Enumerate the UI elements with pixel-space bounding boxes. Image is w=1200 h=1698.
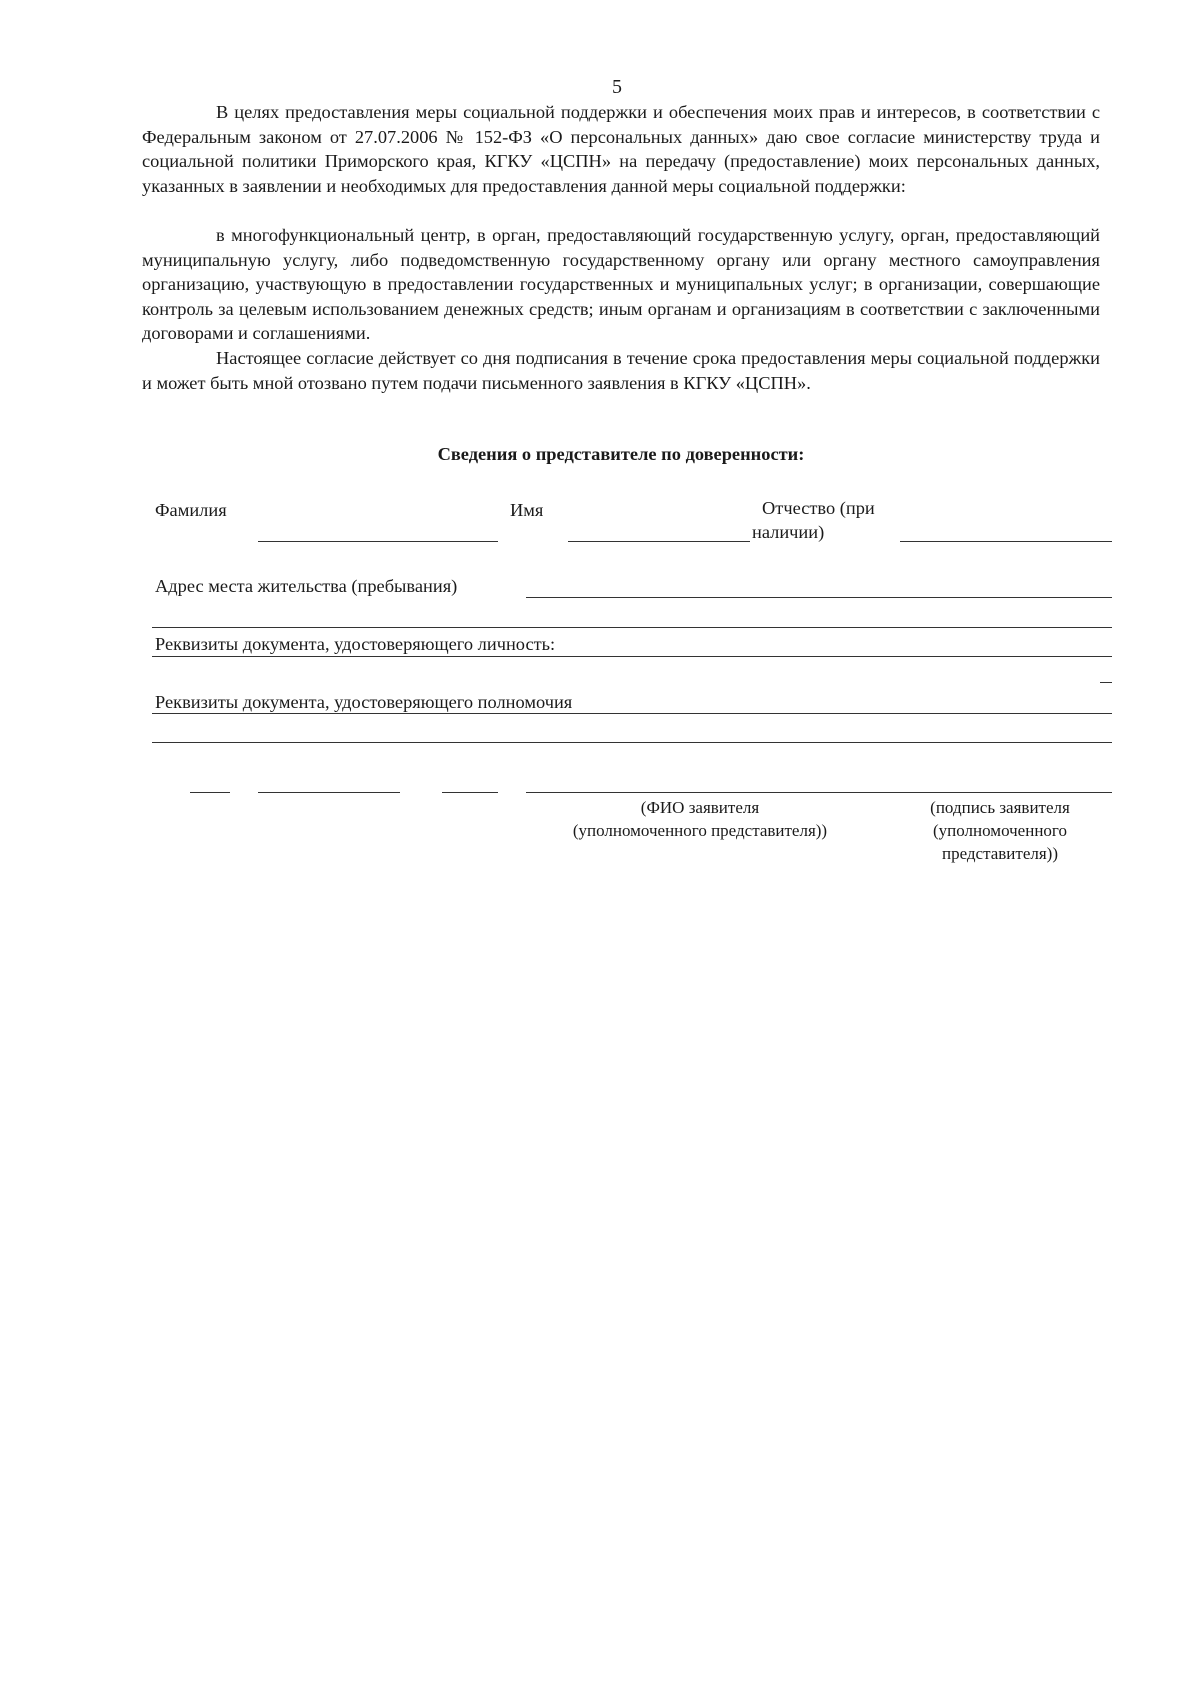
consent-paragraph-1: В целях предоставления меры социальной поддержки и обеспечения моих прав и интересов, в соответствии с Федеральным законом от 27.07.2006 № 152-ФЗ «О персональных данных» даю свое согласие министерству труда и социальной политики Приморского края, КГКУ «ЦСПН» на передачу (предоставление) моих персональных данных, указанных в заявлении и необходимых для предоставления данной меры социальной поддержки: <box>142 102 1100 196</box>
name-field[interactable] <box>568 541 750 542</box>
id-document-field[interactable] <box>152 656 1112 657</box>
representative-heading: Сведения о представителе по доверенности: <box>437 444 805 464</box>
signature-caption-line3: представителя)) <box>941 844 1059 863</box>
name-label: Имя <box>510 500 544 520</box>
address-label: Адрес места жительства (пребывания) <box>155 576 458 596</box>
surname-label: Фамилия <box>155 500 227 520</box>
consent-paragraph-3: Настоящее согласие действует со дня подписания в течение срока предоставления меры социальной поддержки и может быть мной отозвано путем подачи письменного заявления в КГКУ «ЦСПН». <box>142 348 1100 393</box>
fio-caption-line2: (уполномоченного представителя)) <box>572 821 828 840</box>
fio-caption-line1: (ФИО заявителя <box>640 798 760 817</box>
date-day-field[interactable] <box>190 792 230 793</box>
signature-caption-line1: (подпись заявителя <box>930 798 1070 817</box>
patronymic-label-line2: наличии) <box>752 522 825 542</box>
fio-signature-field[interactable] <box>526 792 1112 793</box>
signature-caption-line2: (уполномоченного <box>933 821 1067 840</box>
authority-document-field[interactable] <box>152 713 1112 714</box>
page-number: 5 <box>612 76 622 98</box>
consent-paragraph-2: в многофункциональный центр, в орган, предоставляющий государственную услугу, орган, предоставляющий муниципальную услугу, либо подведомственную государственному органу или органу местного самоуправления организацию, участвующую в предоставлении государственных и муниципальных услуг; в организации, совершающие контроль за целевым использованием денежных средств; иным органам и организациям в соответствии с заключенными договорами и соглашениями. <box>142 225 1100 343</box>
authority-document-field-line2[interactable] <box>152 742 1112 743</box>
address-field-line2[interactable] <box>152 627 1112 628</box>
id-document-field-tail <box>1100 682 1112 683</box>
patronymic-label-line1: Отчество (при <box>762 498 875 518</box>
id-document-label: Реквизиты документа, удостоверяющего личность: <box>155 634 556 654</box>
address-field[interactable] <box>526 597 1112 598</box>
patronymic-field[interactable] <box>900 541 1112 542</box>
authority-document-label: Реквизиты документа, удостоверяющего полномочия <box>155 692 573 712</box>
surname-field[interactable] <box>258 541 498 542</box>
date-year-field[interactable] <box>442 792 498 793</box>
date-month-field[interactable] <box>258 792 400 793</box>
